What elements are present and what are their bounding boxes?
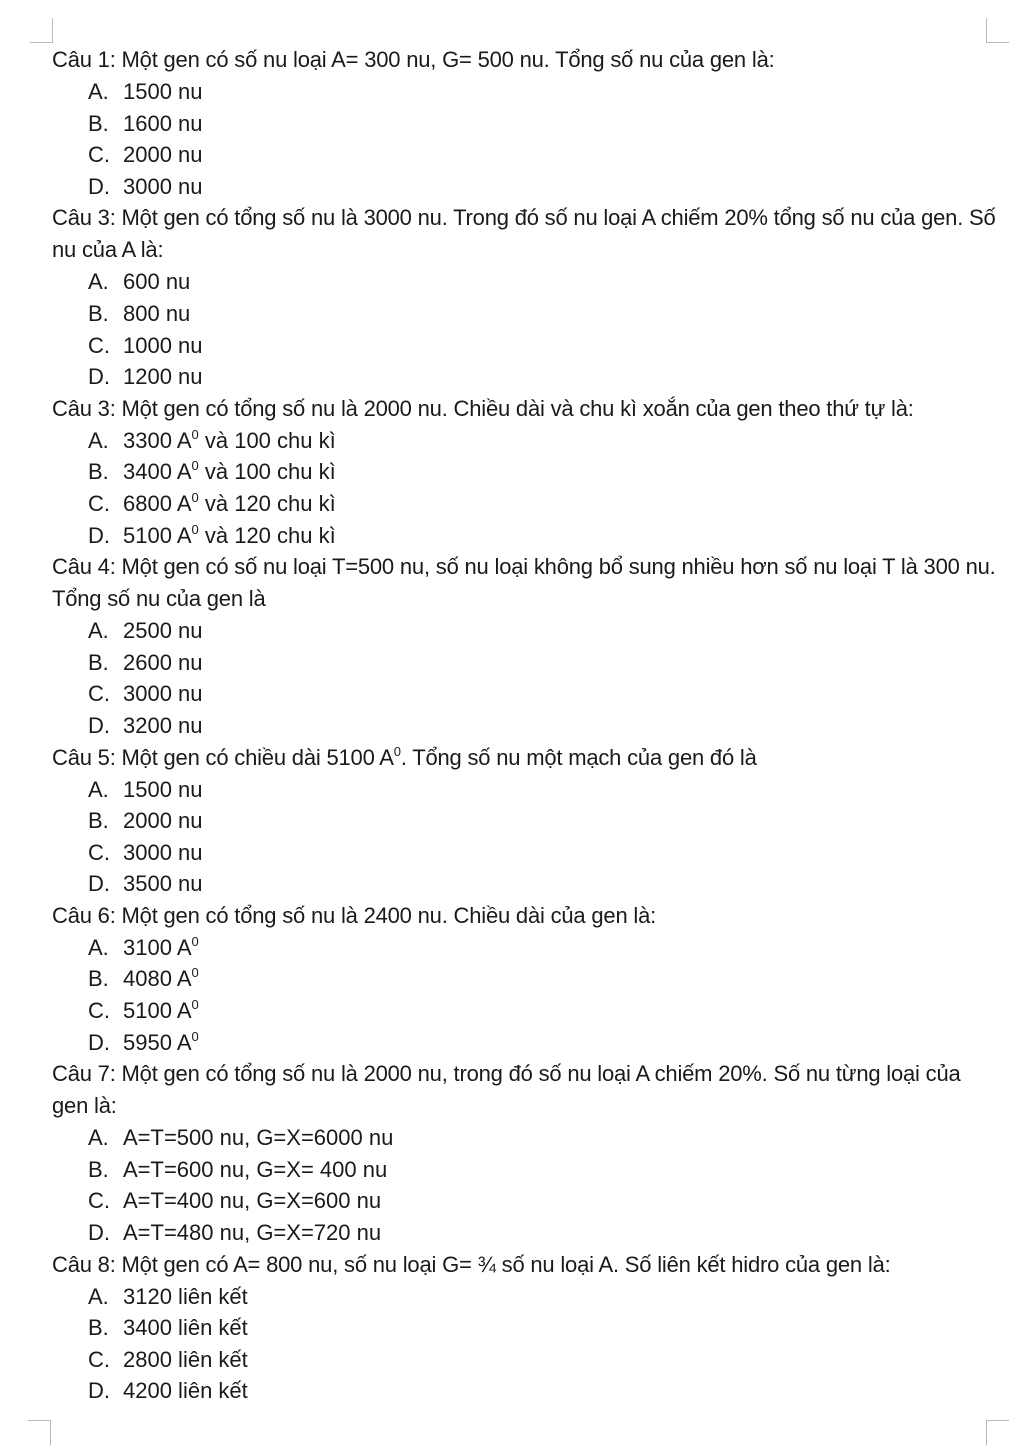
option-text <box>123 456 336 488</box>
option-text: 2000 nu <box>123 808 203 834</box>
option-b <box>52 108 1002 140</box>
angstrom-superscript: 0 <box>191 965 199 981</box>
option-letter: D. <box>88 522 110 548</box>
stem-text: Câu 5: Một gen có chiều dài 5100 A <box>52 744 394 770</box>
option-a <box>52 425 1002 457</box>
option-c <box>52 1185 1002 1217</box>
option-d <box>52 361 1002 393</box>
option-letter: A. <box>88 776 109 802</box>
option-letter: C. <box>88 142 110 168</box>
angstrom-superscript: 0 <box>191 489 199 505</box>
option-value: 3300 A <box>123 427 192 453</box>
option-d <box>52 520 1002 552</box>
option-text: 1600 nu <box>123 110 203 136</box>
option-text <box>123 425 336 457</box>
option-text: 2600 nu <box>123 649 203 675</box>
angstrom-superscript: 0 <box>191 458 199 474</box>
option-a <box>52 266 1002 298</box>
answer-options <box>52 932 1002 1058</box>
option-b <box>52 805 1002 837</box>
option-value: 3100 A <box>123 934 192 960</box>
stem-text-end: . Tổng số nu một mạch của gen đó là <box>400 744 757 770</box>
option-text <box>123 963 199 995</box>
option-d <box>52 171 1002 203</box>
question-stem: Câu 8: Một gen có A= 800 nu, số nu loại G= ¾ số nu loại A. Số liên kết hidro của gen là: <box>52 1251 891 1277</box>
option-letter: D. <box>88 1029 110 1055</box>
option-text: 3400 liên kết <box>123 1315 248 1341</box>
option-value: 5100 A <box>123 522 192 548</box>
answer-options <box>52 266 1002 392</box>
option-letter: D. <box>88 364 110 390</box>
question-5 <box>52 742 1002 900</box>
answer-options <box>52 615 1002 741</box>
option-suffix: và 120 chu kì <box>198 490 336 516</box>
question-stem: Câu 6: Một gen có tổng số nu là 2400 nu. Chiều dài của gen là: <box>52 902 657 928</box>
option-c <box>52 678 1002 710</box>
question-list <box>52 44 1002 1407</box>
question-8 <box>52 1249 1002 1407</box>
option-c <box>52 330 1002 362</box>
option-letter: A. <box>88 427 109 453</box>
angstrom-superscript: 0 <box>191 933 199 949</box>
answer-options <box>52 1281 1002 1407</box>
option-letter: C. <box>88 681 110 707</box>
question-stem: Câu 7: Một gen có tổng số nu là 2000 nu, trong đó số nu loại A chiếm 20%. Số nu từng loại của gen là: <box>52 1061 961 1119</box>
option-c <box>52 1344 1002 1376</box>
answer-options <box>52 1122 1002 1248</box>
option-d <box>52 1217 1002 1249</box>
option-letter: A. <box>88 618 109 644</box>
option-suffix: và 120 chu kì <box>198 522 336 548</box>
option-a <box>52 1281 1002 1313</box>
angstrom-superscript: 0 <box>191 521 199 537</box>
option-letter: B. <box>88 649 109 675</box>
option-letter: B. <box>88 808 109 834</box>
option-text <box>123 995 199 1027</box>
option-text: 3000 nu <box>123 173 203 199</box>
question-stem: Câu 3: Một gen có tổng số nu là 2000 nu. Chiều dài và chu kì xoắn của gen theo thứ tự là: <box>52 395 914 421</box>
option-text: 1000 nu <box>123 332 203 358</box>
option-b <box>52 1312 1002 1344</box>
option-b <box>52 456 1002 488</box>
option-text: A=T=400 nu, G=X=600 nu <box>123 1188 382 1214</box>
option-a <box>52 774 1002 806</box>
option-text: 1500 nu <box>123 79 203 104</box>
option-text <box>123 932 199 964</box>
option-b <box>52 963 1002 995</box>
option-letter: A. <box>88 934 109 960</box>
option-c <box>52 837 1002 869</box>
option-text: A=T=480 nu, G=X=720 nu <box>123 1220 382 1246</box>
option-letter: B. <box>88 300 109 326</box>
question-stem: Câu 1: Một gen có số nu loại A= 300 nu, G= 500 nu. Tổng số nu của gen là: <box>52 47 775 72</box>
option-c <box>52 488 1002 520</box>
option-letter: D. <box>88 173 110 199</box>
option-text <box>123 1027 199 1059</box>
corner-mark-bottom-right <box>986 1420 1009 1445</box>
angstrom-superscript: 0 <box>393 743 401 759</box>
question-1 <box>52 44 1002 202</box>
option-text: 3200 nu <box>123 712 203 738</box>
option-value: 5950 A <box>123 1029 192 1055</box>
corner-mark-top-left <box>30 18 53 43</box>
answer-options <box>52 76 1002 202</box>
answer-options <box>52 425 1002 551</box>
option-a <box>52 76 1002 108</box>
option-d <box>52 1027 1002 1059</box>
option-text: 2500 nu <box>123 618 203 644</box>
angstrom-superscript: 0 <box>191 997 199 1013</box>
option-text: 3000 nu <box>123 681 203 707</box>
option-letter: C. <box>88 998 110 1024</box>
option-letter: B. <box>88 966 109 992</box>
option-letter: B. <box>88 459 109 485</box>
question-2 <box>52 202 1002 392</box>
corner-mark-bottom-left <box>28 1420 51 1445</box>
option-a <box>52 615 1002 647</box>
option-text: 1200 nu <box>123 364 203 390</box>
angstrom-superscript: 0 <box>191 1028 199 1044</box>
option-text: 2800 liên kết <box>123 1346 248 1372</box>
answer-options <box>52 774 1002 900</box>
option-letter: C. <box>88 490 110 516</box>
question-7 <box>52 1058 1002 1248</box>
option-d <box>52 868 1002 900</box>
option-letter: B. <box>88 1156 109 1182</box>
option-c <box>52 995 1002 1027</box>
option-value: 6800 A <box>123 490 192 516</box>
option-letter: B. <box>88 110 109 136</box>
option-a <box>52 932 1002 964</box>
question-stem: Câu 3: Một gen có tổng số nu là 3000 nu. Trong đó số nu loại A chiếm 20% tổng số nu của gen. Số nu của A là: <box>52 205 996 263</box>
option-text: 3000 nu <box>123 839 203 865</box>
option-suffix: và 100 chu kì <box>198 427 336 453</box>
option-letter: D. <box>88 871 110 897</box>
option-d <box>52 710 1002 742</box>
option-suffix: và 100 chu kì <box>198 459 336 485</box>
option-a <box>52 1122 1002 1154</box>
option-letter: C. <box>88 839 110 865</box>
option-b <box>52 1154 1002 1186</box>
option-letter: D. <box>88 1220 110 1246</box>
option-letter: A. <box>88 1283 109 1309</box>
option-text: 1500 nu <box>123 776 203 802</box>
option-d <box>52 1375 1002 1407</box>
option-text: 800 nu <box>123 300 191 326</box>
option-c <box>52 139 1002 171</box>
option-letter: C. <box>88 1188 110 1214</box>
option-text: 2000 nu <box>123 142 203 168</box>
option-letter: B. <box>88 1315 109 1341</box>
option-text <box>123 520 336 552</box>
option-text: 4200 liên kết <box>123 1378 248 1404</box>
option-letter: A. <box>88 79 109 104</box>
question-stem: Câu 4: Một gen có số nu loại T=500 nu, số nu loại không bổ sung nhiều hơn số nu loại T là 300 nu. Tổng số nu của gen là <box>52 554 996 612</box>
angstrom-superscript: 0 <box>191 426 199 442</box>
option-value: 3400 A <box>123 459 192 485</box>
option-text: A=T=500 nu, G=X=6000 nu <box>123 1125 394 1151</box>
question-stem <box>52 742 1002 774</box>
option-b <box>52 298 1002 330</box>
option-text <box>123 488 336 520</box>
corner-mark-top-right <box>986 18 1009 43</box>
option-letter: D. <box>88 712 110 738</box>
option-letter: D. <box>88 1378 110 1404</box>
option-letter: A. <box>88 1125 109 1151</box>
option-text: A=T=600 nu, G=X= 400 nu <box>123 1156 388 1182</box>
option-text: 3120 liên kết <box>123 1283 248 1309</box>
option-text: 600 nu <box>123 269 191 295</box>
option-value: 4080 A <box>123 966 192 992</box>
question-3 <box>52 393 1002 551</box>
option-text: 3500 nu <box>123 871 203 897</box>
option-b <box>52 647 1002 679</box>
option-letter: C. <box>88 332 110 358</box>
option-letter: C. <box>88 1346 110 1372</box>
option-letter: A. <box>88 269 109 295</box>
option-value: 5100 A <box>123 998 192 1024</box>
question-4 <box>52 551 1002 741</box>
question-6 <box>52 900 1002 1058</box>
